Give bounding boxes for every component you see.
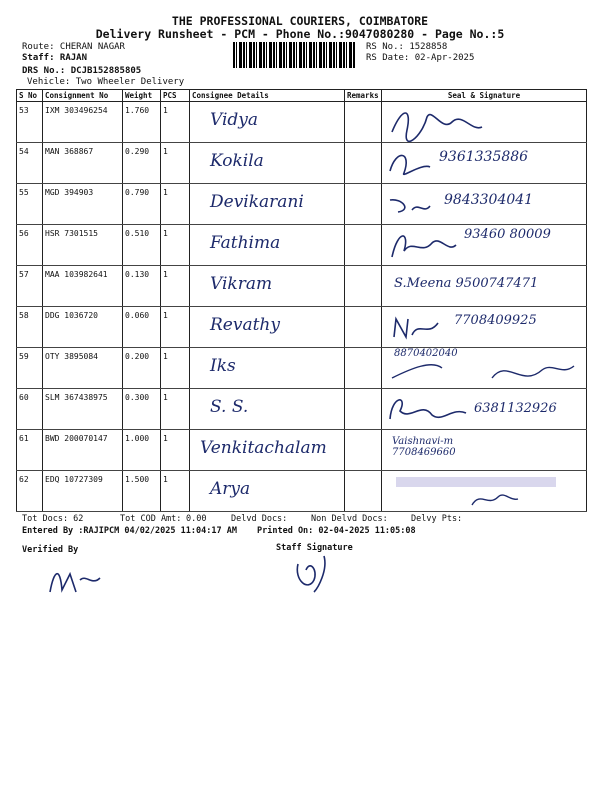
- runsheet-title: Delivery Runsheet - PCM - Phone No.:9047080280 - Page No.:5: [95, 27, 505, 41]
- cell-weight: 0.510: [123, 225, 161, 266]
- cell-consignee: [190, 266, 345, 307]
- cell-remarks: [345, 348, 382, 389]
- cell-sno: 55: [17, 184, 43, 225]
- consignee-handwriting: Venkitachalam: [200, 438, 327, 458]
- delvy-pts: Delvy Pts:: [411, 514, 463, 524]
- cell-signature: 6381132926: [382, 389, 587, 430]
- cell-signature: 8870402040: [382, 348, 587, 389]
- cell-consignment: OTY 3895084: [43, 348, 123, 389]
- cell-sno: 62: [17, 471, 43, 512]
- consignee-handwriting: Vidya: [210, 110, 259, 130]
- cell-consignee: [190, 184, 345, 225]
- staff-signature: [288, 550, 348, 595]
- signature-scribble: [382, 102, 582, 143]
- cell-weight: 1.000: [123, 430, 161, 471]
- cell-sno: 61: [17, 430, 43, 471]
- col-sno: S No: [17, 90, 43, 102]
- cell-pcs: 1: [161, 102, 190, 143]
- seal-stamp: [382, 471, 582, 512]
- cell-pcs: 1: [161, 389, 190, 430]
- cell-consignment: DDG 1036720: [43, 307, 123, 348]
- cell-pcs: 1: [161, 184, 190, 225]
- tot-cod-value: 0.00: [186, 514, 207, 524]
- cell-sno: 53: [17, 102, 43, 143]
- cell-remarks: [345, 471, 382, 512]
- tot-docs: Tot Docs: 62: [22, 514, 84, 524]
- cell-pcs: 1: [161, 471, 190, 512]
- barcode: [233, 42, 355, 68]
- signature-scribble: [382, 225, 462, 266]
- delvd-docs: Delvd Docs:: [231, 514, 288, 524]
- cell-consignee: [190, 143, 345, 184]
- cell-remarks: [345, 389, 382, 430]
- cell-signature: 93460 80009: [382, 225, 587, 266]
- route-label: Route: CHERAN NAGAR: [22, 42, 125, 52]
- cell-consignment: SLM 367438975: [43, 389, 123, 430]
- cell-consignment: MAA 103982641: [43, 266, 123, 307]
- signature-scribble: [382, 184, 442, 225]
- staff-signature-label: Staff Signature: [276, 543, 353, 553]
- cell-remarks: [345, 102, 382, 143]
- cell-weight: 1.760: [123, 102, 161, 143]
- cell-pcs: 1: [161, 225, 190, 266]
- cell-consignee: [190, 225, 345, 266]
- cell-consignee: [190, 430, 345, 471]
- cell-signature: [382, 471, 587, 512]
- consignee-handwriting: Fathima: [210, 233, 281, 253]
- cell-consignee: [190, 348, 345, 389]
- table-row: [17, 266, 587, 307]
- cell-consignment: BWD 200070147: [43, 430, 123, 471]
- cell-signature: Vaishnavi-m 7708469660: [382, 430, 587, 471]
- consignee-handwriting: Revathy: [210, 315, 280, 335]
- cell-consignment: IXM 303496254: [43, 102, 123, 143]
- cell-sno: 54: [17, 143, 43, 184]
- cell-pcs: 1: [161, 143, 190, 184]
- consignee-handwriting: Vikram: [210, 274, 273, 294]
- signature-scribble: [382, 143, 442, 184]
- consignee-handwriting: Iks: [210, 356, 236, 376]
- cell-weight: 0.200: [123, 348, 161, 389]
- table-row: [17, 143, 587, 184]
- col-consignment: Consignment No: [43, 90, 123, 102]
- cell-consignee: [190, 471, 345, 512]
- cell-weight: 1.500: [123, 471, 161, 512]
- cell-remarks: [345, 430, 382, 471]
- consignee-handwriting: Kokila: [210, 151, 264, 171]
- cell-consignment: EDQ 10727309: [43, 471, 123, 512]
- cell-pcs: 1: [161, 307, 190, 348]
- cell-remarks: [345, 143, 382, 184]
- cell-signature: [382, 102, 587, 143]
- cell-consignment: MAN 368867: [43, 143, 123, 184]
- entered-by: Entered By :RAJIPCM 04/02/2025 11:04:17 AM: [22, 526, 237, 536]
- cell-sno: 57: [17, 266, 43, 307]
- cell-remarks: [345, 307, 382, 348]
- printed-on: Printed On: 02-04-2025 11:05:08: [257, 526, 416, 536]
- cell-sno: 59: [17, 348, 43, 389]
- tot-cod-label: Tot COD Amt:: [120, 514, 182, 524]
- cell-consignment: MGD 394903: [43, 184, 123, 225]
- non-delvd-docs: Non Delvd Docs:: [311, 514, 388, 524]
- staff-label: Staff: RAJAN: [22, 53, 88, 63]
- cell-remarks: [345, 266, 382, 307]
- cell-remarks: [345, 225, 382, 266]
- col-pcs: PCS: [161, 90, 190, 102]
- rs-date: RS Date: 02-Apr-2025: [366, 53, 475, 63]
- verified-by-label: Verified By: [22, 545, 79, 555]
- cell-sno: 60: [17, 389, 43, 430]
- drs-number: DRS No.: DCJB152885805: [22, 66, 142, 76]
- cell-weight: 0.290: [123, 143, 161, 184]
- table-row: [17, 307, 587, 348]
- vehicle-label: Vehicle: Two Wheeler Delivery: [27, 77, 185, 87]
- consignee-handwriting: S. S.: [210, 397, 249, 417]
- cell-pcs: 1: [161, 430, 190, 471]
- table-row: [17, 348, 587, 389]
- col-seal-signature: Seal & Signature: [382, 90, 587, 102]
- table-row: [17, 430, 587, 471]
- cell-remarks: [345, 184, 382, 225]
- cell-signature: S.Meena 9500747471: [382, 266, 587, 307]
- table-row: [17, 389, 587, 430]
- cell-consignee: [190, 389, 345, 430]
- runsheet-table: [16, 89, 587, 512]
- cell-signature: 7708409925: [382, 307, 587, 348]
- cell-consignment: HSR 7301515: [43, 225, 123, 266]
- table-row: [17, 225, 587, 266]
- cell-pcs: 1: [161, 348, 190, 389]
- cell-weight: 0.790: [123, 184, 161, 225]
- consignee-handwriting: Arya: [210, 479, 251, 499]
- cell-signature: 9843304041: [382, 184, 587, 225]
- cell-consignee: [190, 307, 345, 348]
- col-weight: Weight: [123, 90, 161, 102]
- table-row: [17, 471, 587, 512]
- cell-sno: 56: [17, 225, 43, 266]
- cell-signature: 9361335886: [382, 143, 587, 184]
- signature-scribble: [382, 389, 472, 430]
- table-row: [17, 102, 587, 143]
- cell-sno: 58: [17, 307, 43, 348]
- col-remarks: Remarks: [345, 90, 382, 102]
- cell-weight: 0.300: [123, 389, 161, 430]
- table-header-row: [17, 90, 587, 102]
- signature-scribble: [382, 307, 462, 348]
- cell-consignee: [190, 102, 345, 143]
- cell-pcs: 1: [161, 266, 190, 307]
- consignee-handwriting: Devikarani: [210, 192, 304, 212]
- cell-weight: 0.130: [123, 266, 161, 307]
- verified-signature: [36, 560, 116, 600]
- company-title: THE PROFESSIONAL COURIERS, COIMBATORE: [171, 14, 429, 28]
- rs-number: RS No.: 1528858: [366, 42, 448, 52]
- cell-weight: 0.060: [123, 307, 161, 348]
- table-row: [17, 184, 587, 225]
- col-consignee: Consignee Details: [190, 90, 345, 102]
